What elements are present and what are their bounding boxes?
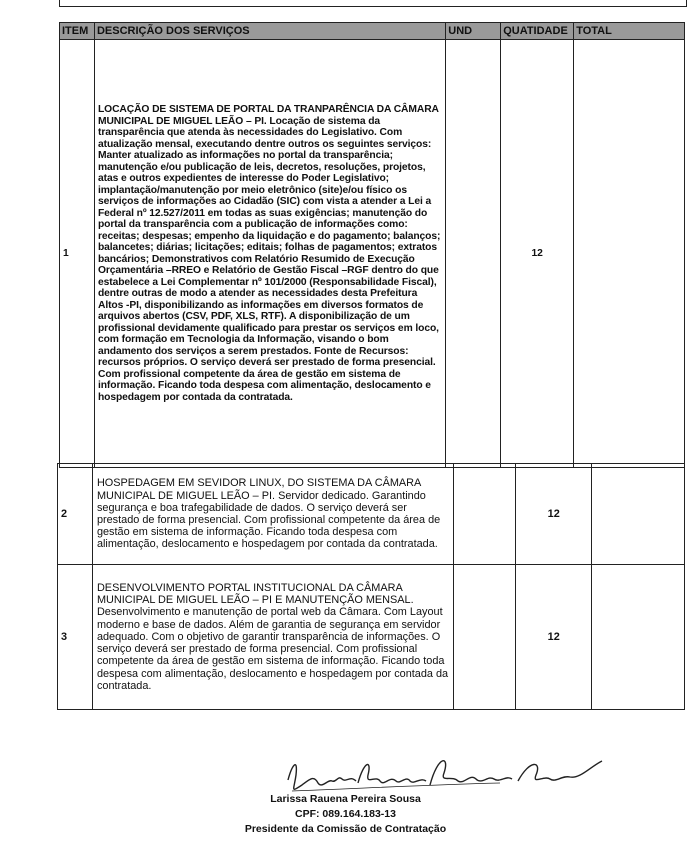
total-cell	[592, 565, 685, 710]
services-table-part2	[57, 463, 685, 710]
total-cell	[592, 464, 685, 565]
item-number: 3	[58, 565, 93, 710]
previous-table-bottom	[59, 0, 687, 7]
service-description: LOCAÇÃO DE SISTEMA DE PORTAL DA TRANPARÊNCIA DA CÂMARA MUNICIPAL DE MIGUEL LEÃO – PI. Locação de sistema da transparência que atenda às necessidades do Legislativo. Com atualização mensal, executando dentre outros os seguintes serviços: Manter atualizado as informações no portal da transparência; manutenção e/ou publicação de leis, decretos, resoluções, projetos, atas e outros expedientes de interesse do Poder Legislativo; implantação/manutenção por meio eletrônico (site)e/ou físico os serviços de informações ao Cidadão (SIC) com vista a atender a Lei a Federal nº 12.527/2011 em todas as suas exigências; manutenção do portal da transparência com a publicação de informações como: receitas; despesas; empenho da liquidação e do pagamento; balanços; balancetes; diárias; licitações; editais; folhas de pagamentos; extratos bancários; Demonstrativos com Relatório Resumido de Execução Orçamentária –RREO e Relatório de Gestão Fiscal –RGF dentro do que estabelece a Lei Complementar nº 101/2000 (Responsabilidade Fiscal), dentre outras de modo a atender as necessidades desta Prefeitura Altos -PI, disponibilizando as informações em diversos formatos de arquivos abertos (CSV, PDF, XLS, RTF). A disponibilização de um profissional devidamente qualificado para prestar os serviços em loco, com formação em Tecnologia da Informação, visando o bom andamento dos serviços a serem prestados. Fonte de Recursos: recursos próprios. O serviço deverá ser prestado de forma presencial. Com profissional competente da área de gestão em sistema de informação. Ficando toda despesa com alimentação, deslocamento e hospedagem por contada da contratada.	[94, 40, 445, 468]
quantity-cell: 12	[516, 464, 592, 565]
item-number: 1	[60, 40, 95, 468]
unit-cell	[446, 40, 501, 468]
service-description: DESENVOLVIMENTO PORTAL INSTITUCIONAL DA CÂMARA MUNICIPAL DE MIGUEL LEÃO – PI E MANUTENÇÃO MENSAL. Desenvolvimento e manutenção de portal web da Câmara. Com Layout moderno e base de dados. Além de garantia de segurança em servidor adequado. Com o objetivo de garantir transparência de informações. O serviço deverá ser prestado de forma presencial. Com profissional competente da área de gestão em sistema de informação. Ficando toda despesa com alimentação, deslocamento e hospedagem por contada da contratada.	[92, 565, 453, 710]
quantity-cell: 12	[501, 40, 574, 468]
header-quantity: QUATIDADE	[501, 23, 574, 40]
services-table-part1	[59, 22, 685, 468]
table-row	[58, 565, 685, 710]
quantity-cell: 12	[516, 565, 592, 710]
header-total: TOTAL	[574, 23, 685, 40]
table-header-row	[60, 23, 685, 40]
table-row	[60, 40, 685, 468]
signatory-name: Larissa Rauena Pereira Sousa	[270, 793, 421, 805]
signatory-role: Presidente da Comissão de Contratação	[244, 823, 447, 835]
signatory-cpf: CPF: 089.164.183-13	[295, 808, 396, 820]
header-description: DESCRIÇÃO DOS SERVIÇOS	[94, 23, 445, 40]
unit-cell	[454, 565, 516, 710]
table-row	[58, 464, 685, 565]
service-description: HOSPEDAGEM EM SEVIDOR LINUX, DO SISTEMA DA CÂMARA MUNICIPAL DE MIGUEL LEÃO – PI. Servidor dedicado. Garantindo segurança e boa trafegabilidade de dados. O serviço deverá ser prestado de forma presencial. Com profissional competente da área de gestão em sistema de informação. Ficando toda despesa com alimentação, deslocamento e hospedagem por contada da contratada.	[92, 464, 453, 565]
header-und: UND	[446, 23, 501, 40]
unit-cell	[454, 464, 516, 565]
total-cell	[574, 40, 685, 468]
item-number: 2	[58, 464, 93, 565]
header-item: ITEM	[60, 23, 95, 40]
